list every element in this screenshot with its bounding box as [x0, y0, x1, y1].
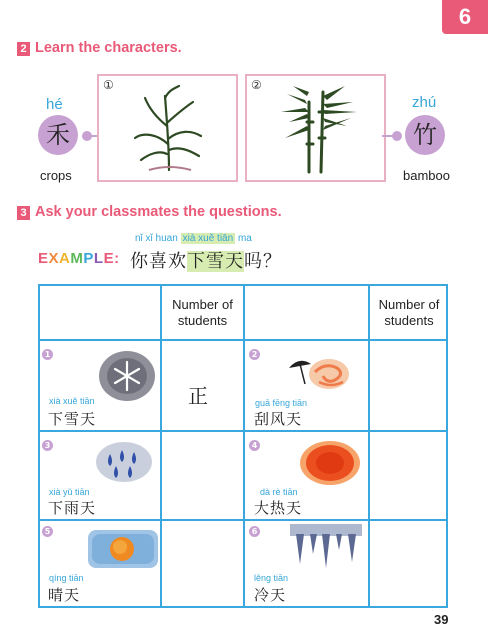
cell-number: 2: [249, 349, 260, 360]
example-sentence-highlight: 下雪天: [187, 251, 244, 272]
left-char-circle: 禾: [38, 115, 78, 155]
example-sentence: [130, 247, 282, 273]
cell-chinese: 下雪天: [48, 410, 97, 428]
connector-dot: [392, 131, 402, 141]
cell-chinese: 大热天: [254, 499, 303, 517]
unit-tab: 6: [442, 0, 488, 34]
wind-icon: [285, 352, 351, 394]
cell-chinese: 刮风天: [254, 410, 303, 428]
example-letter: M: [70, 250, 84, 267]
cell-chinese: 晴天: [48, 586, 81, 604]
example-pinyin-tail: ma: [237, 233, 252, 244]
cell-chinese: 冷天: [254, 586, 287, 604]
header-number-of-students: Number of students: [378, 297, 440, 328]
example-letter: A: [59, 250, 71, 267]
section-2-title: Learn the characters.: [35, 40, 182, 56]
example-letter: L: [93, 250, 104, 267]
example-letter: X: [48, 250, 60, 267]
hot-sun-icon: [296, 438, 362, 488]
cell-pinyin: lěng tiān: [254, 573, 289, 583]
table-divider: [243, 284, 245, 608]
cell-number: 4: [249, 440, 260, 451]
example-colon: :: [114, 250, 120, 267]
right-char-pinyin: zhú: [412, 94, 437, 111]
crop-plant-icon: [129, 84, 209, 174]
cell-number: 3: [42, 440, 53, 451]
bamboo-icon: [267, 82, 367, 176]
table-divider: [160, 284, 162, 608]
table-divider: [38, 339, 448, 341]
page-number: 39: [434, 612, 449, 627]
cell-chinese: 下雨天: [48, 499, 97, 517]
table-divider: [38, 519, 448, 521]
example-letter: E: [38, 250, 49, 267]
example-letter: E: [103, 250, 115, 267]
section-3-title: Ask your classmates the questions.: [35, 204, 282, 220]
example-label: [38, 250, 120, 267]
cell-number: 1: [42, 349, 53, 360]
example-pinyin-plain: nǐ xǐ huan: [135, 233, 178, 244]
cell-number: 6: [249, 526, 260, 537]
example-letter: P: [83, 250, 94, 267]
example-pinyin-highlight: xià xuě tiān: [182, 233, 234, 244]
table-divider: [38, 430, 448, 432]
example-pinyin: [135, 233, 252, 244]
picture-number: ①: [103, 78, 114, 92]
cell-pinyin: dà rè tiān: [260, 487, 298, 497]
cell-pinyin: xià yǔ tiān: [49, 487, 90, 497]
right-char-english: bamboo: [403, 168, 450, 183]
rain-icon: [92, 438, 154, 488]
picture-box-bamboo: [245, 74, 386, 182]
picture-number: ②: [251, 78, 262, 92]
table-divider: [368, 284, 370, 608]
right-char-circle: 竹: [405, 115, 445, 155]
header-number-of-students: Number of students: [172, 297, 233, 328]
cell-pinyin: qíng tiān: [49, 573, 84, 583]
picture-box-crops: [97, 74, 238, 182]
sunny-icon: [88, 526, 158, 572]
example-sentence-end: 吗？: [244, 251, 282, 272]
cell-number: 5: [42, 526, 53, 537]
example-word: [38, 250, 114, 267]
cell-pinyin: guā fēng tiān: [255, 398, 308, 408]
tally-mark: 正: [188, 384, 208, 408]
section-3-number: 3: [17, 206, 30, 220]
left-char-english: crops: [40, 168, 72, 183]
example-sentence-start: 你喜欢: [130, 251, 187, 272]
snow-icon: [95, 348, 157, 404]
section-2-number: 2: [17, 42, 30, 56]
cell-pinyin: xià xuě tiān: [49, 396, 95, 406]
icicle-icon: [290, 524, 362, 574]
left-char-pinyin: hé: [46, 96, 63, 113]
